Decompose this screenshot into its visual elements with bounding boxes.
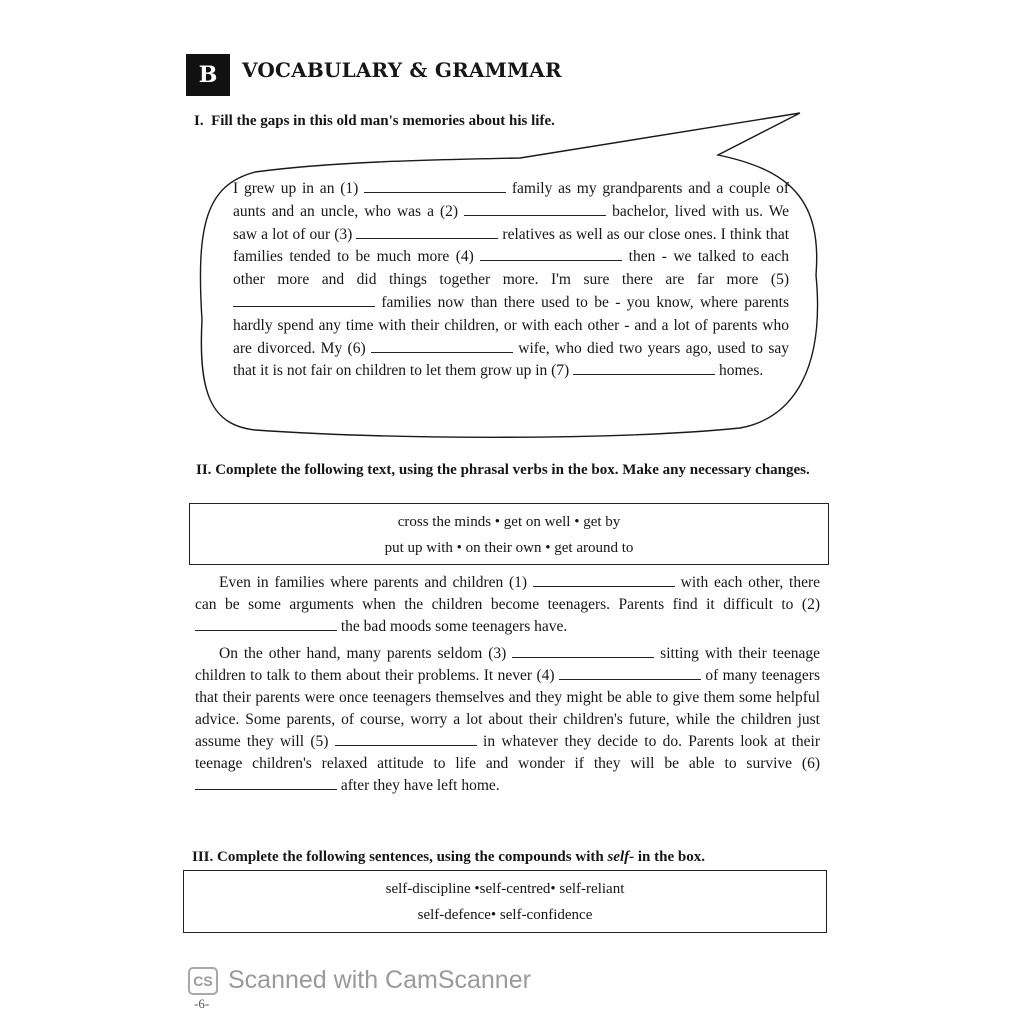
ex3-heading bbox=[192, 846, 705, 868]
box-line-2: put up with • on their own • get around to bbox=[384, 540, 634, 556]
ex2-paragraph-2 bbox=[195, 643, 820, 797]
story-segment: wife, who died two years ago, used to say that it is not fair on children to let them grow up in (7) bbox=[233, 339, 789, 380]
story-segment: relatives as well as our close ones. I think that families tended to be much more (4) bbox=[233, 225, 790, 266]
gap-2[interactable] bbox=[464, 201, 606, 216]
text-segment: On the other hand, many parents seldom (3) bbox=[219, 645, 507, 662]
text-segment: in whatever they decide to do. Parents look at their teenage children's relaxed attitude to life and wonder if they will be able to survive (6) bbox=[195, 733, 820, 772]
gap-3[interactable] bbox=[512, 643, 654, 658]
ex3-instruction-pre: Complete the following sentences, using the compounds with bbox=[217, 849, 604, 865]
text-segment: with each other, there can be some arguments when the children become teenagers. Parents find it difficult to (2) bbox=[195, 574, 821, 613]
section-title: VOCABULARY & GRAMMAR bbox=[242, 58, 562, 82]
box-line-1: cross the minds • get on well • get by bbox=[397, 514, 621, 530]
story-segment: I grew up in an (1) bbox=[233, 180, 359, 197]
camscanner-logo-icon: CS bbox=[188, 967, 218, 995]
gap-6[interactable] bbox=[195, 775, 337, 790]
gap-1[interactable] bbox=[364, 178, 506, 193]
ex2-heading bbox=[196, 459, 822, 481]
gap-6[interactable] bbox=[371, 338, 513, 353]
text-segment: after they have left home. bbox=[340, 777, 500, 794]
ex3-number: III. bbox=[192, 849, 214, 865]
ex1-story bbox=[233, 178, 789, 383]
phrasal-verbs-box bbox=[189, 503, 829, 565]
gap-5[interactable] bbox=[233, 292, 375, 307]
text-segment: sitting with their teenage children to talk to them about their problems. It never (4) bbox=[195, 645, 821, 684]
box-line-2: self-defence• self-confidence bbox=[417, 907, 593, 923]
gap-7[interactable] bbox=[573, 360, 715, 375]
story-segment: then - we talked to each other more and did things together more. I'm sure there are far more (5) bbox=[233, 248, 789, 289]
ex3-instruction-post: in the box. bbox=[637, 849, 705, 865]
ex1-instruction: Fill the gaps in this old man's memories about his life. bbox=[211, 113, 555, 129]
gap-4[interactable] bbox=[480, 246, 622, 261]
story-segment: bachelor, lived with us. We saw a lot of our (3) bbox=[233, 202, 790, 243]
ex3-instruction-em: self- bbox=[607, 849, 635, 865]
ex1-number: I. bbox=[194, 113, 204, 129]
story-segment: family as my grandparents and a couple of aunts and an uncle, who was a (2) bbox=[233, 180, 790, 220]
gap-1[interactable] bbox=[533, 572, 675, 587]
ex2-text bbox=[195, 572, 820, 797]
camscanner-watermark bbox=[188, 966, 531, 995]
gap-2[interactable] bbox=[195, 616, 337, 631]
gap-4[interactable] bbox=[559, 665, 701, 680]
self-compounds-box bbox=[183, 870, 827, 933]
gap-5[interactable] bbox=[335, 731, 477, 746]
watermark-text: Scanned with CamScanner bbox=[228, 966, 531, 994]
ex2-instruction: Complete the following text, using the phrasal verbs in the box. Make any necessary changes. bbox=[215, 462, 810, 478]
text-segment: of many teenagers that their parents were once teenagers themselves and they might be able to give them some helpful advice. Some parents, of course, worry a lot about their children's future, while the children just assume they will (5) bbox=[195, 667, 820, 750]
gap-3[interactable] bbox=[356, 224, 498, 239]
box-line-1: self-discipline •self-centred• self-reliant bbox=[385, 881, 625, 897]
story-segment: families now than there used to be - you know, where parents hardly spend any time with their children, or with each other - and a lot of parents who are divorced. My (6) bbox=[233, 293, 789, 357]
ex2-number: II. bbox=[196, 462, 212, 478]
page-number: -6- bbox=[194, 996, 210, 1011]
text-segment: Even in families where parents and children (1) bbox=[219, 574, 528, 591]
ex2-paragraph-1 bbox=[195, 572, 820, 638]
text-segment: the bad moods some teenagers have. bbox=[340, 618, 568, 635]
section-badge: B bbox=[186, 54, 230, 96]
story-segment: homes. bbox=[718, 362, 764, 380]
